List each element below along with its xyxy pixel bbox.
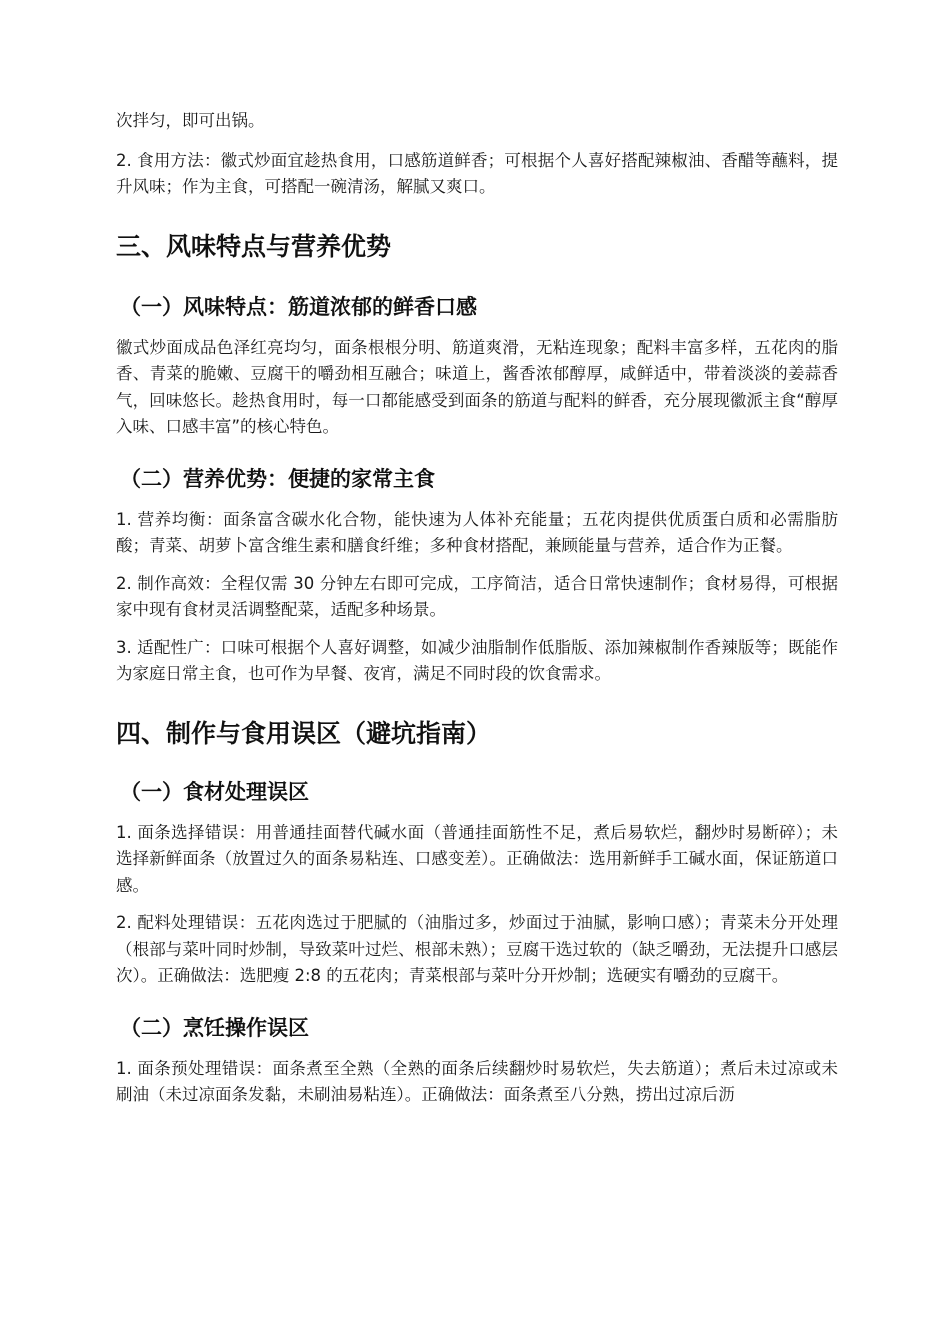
section-3-sub1-paragraph: 徽式炒面成品色泽红亮均匀，面条根根分明、筋道爽滑，无粘连现象；配料丰富多样，五花肉的脂香、青菜的脆嫩、豆腐干的嚼劲相互融合；味道上，酱香浓郁醇厚，咸鲜适中，带着淡淡的姜蒜香气，回味悠长。趁热食用时，每一口都能感受到面条的筋道与配料的鲜香，充分展现徽派主食“醇厚入味、口感丰富”的核心特色。: [116, 337, 838, 436]
section-3-sub2-paragraph-3: 3. 适配性广：口味可根据个人喜好调整，如减少油脂制作低脂版、添加辣椒制作香辣版等；既能作为家庭日常主食，也可作为早餐、夜宵，满足不同时段的饮食需求。: [116, 637, 838, 683]
section-4-sub2-heading: （二）烹饪操作误区: [120, 1015, 309, 1040]
intro-paragraph-2: 2. 食用方法：徽式炒面宜趁热食用，口感筋道鲜香；可根据个人喜好搭配辣椒油、香醋等蘸料，提升风味；作为主食，可搭配一碗清汤，解腻又爽口。: [116, 150, 838, 196]
section-3-heading: 三、风味特点与营养优势: [116, 231, 392, 261]
section-3-sub2-heading: （二）营养优势：便捷的家常主食: [120, 466, 435, 491]
intro-paragraph-1: 次拌匀，即可出锅。: [116, 111, 265, 130]
section-4-sub1-paragraph-1: 1. 面条选择错误：用普通挂面替代碱水面（普通挂面筋性不足，煮后易软烂，翻炒时易断碎）；未选择新鲜面条（放置过久的面条易粘连、口感变差）。正确做法：选用新鲜手工碱水面，保证筋道口感。: [116, 822, 838, 895]
section-3-sub2-paragraph-1: 1. 营养均衡：面条富含碳水化合物，能快速为人体补充能量；五花肉提供优质蛋白质和必需脂肪酸；青菜、胡萝卜富含维生素和膳食纤维；多种食材搭配，兼顾能量与营养，适合作为正餐。: [116, 509, 838, 555]
section-3-sub1-heading: （一）风味特点：筋道浓郁的鲜香口感: [120, 294, 477, 319]
section-4-sub1-paragraph-2: 2. 配料处理错误：五花肉选过于肥腻的（油脂过多，炒面过于油腻，影响口感）；青菜未分开处理（根部与菜叶同时炒制，导致菜叶过烂、根部未熟）；豆腐干选过软的（缺乏嚼劲，无法提升口感层次）。正确做法：选肥瘦 2:8 的五花肉；青菜根部与菜叶分开炒制；选硬实有嚼劲的豆腐干。: [116, 913, 838, 985]
document-page: [116, 108, 838, 1109]
section-4-sub1-heading: （一）食材处理误区: [120, 779, 309, 804]
section-4-sub2-paragraph-1: 1. 面条预处理错误：面条煮至全熟（全熟的面条后续翻炒时易软烂，失去筋道）；煮后未过凉或未刷油（未过凉面条发黏，未刷油易粘连）。正确做法：面条煮至八分熟，捞出过凉后沥: [116, 1058, 838, 1104]
section-3-sub2-paragraph-2: 2. 制作高效：全程仅需 30 分钟左右即可完成，工序简洁，适合日常快速制作；食材易得，可根据家中现有食材灵活调整配菜，适配多种场景。: [116, 573, 838, 619]
section-4-heading: 四、制作与食用误区（避坑指南）: [116, 718, 492, 748]
